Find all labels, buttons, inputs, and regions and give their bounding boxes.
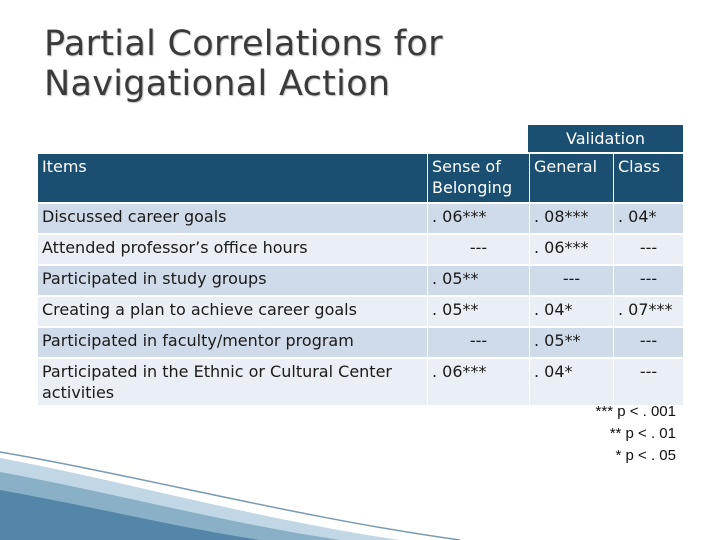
general-cell: . 04* <box>530 359 614 407</box>
table-row <box>38 204 684 235</box>
class-cell: --- <box>614 266 684 297</box>
general-cell: --- <box>530 266 614 297</box>
item-cell: Attended professor’s office hours <box>38 235 428 266</box>
slide-title <box>44 24 443 104</box>
correlation-table <box>38 154 684 407</box>
sense-cell: . 05** <box>428 266 530 297</box>
note-p01: ** p < . 01 <box>609 425 676 442</box>
table-row <box>38 235 684 266</box>
item-cell: Creating a plan to achieve career goals <box>38 297 428 328</box>
item-cell: Discussed career goals <box>38 204 428 235</box>
table-header-row <box>38 154 684 204</box>
header-sense-of-belonging: Sense of Belonging <box>428 154 530 204</box>
class-cell: --- <box>614 235 684 266</box>
table-row <box>38 266 684 297</box>
class-cell: --- <box>614 359 684 407</box>
item-cell: Participated in the Ethnic or Cultural Center activities <box>38 359 428 407</box>
general-cell: . 06*** <box>530 235 614 266</box>
slide-title-line-1: Partial Correlations for <box>44 24 443 64</box>
table-row <box>38 328 684 359</box>
header-items: Items <box>38 154 428 204</box>
sense-cell: --- <box>428 328 530 359</box>
sense-cell: . 06*** <box>428 359 530 407</box>
class-cell: --- <box>614 328 684 359</box>
validation-header: Validation <box>528 125 683 152</box>
sense-cell: . 06*** <box>428 204 530 235</box>
item-cell: Participated in faculty/mentor program <box>38 328 428 359</box>
sense-cell: --- <box>428 235 530 266</box>
decorative-swoosh <box>0 440 720 540</box>
general-cell: . 04* <box>530 297 614 328</box>
table-row <box>38 297 684 328</box>
slide-title-line-2: Navigational Action <box>44 64 391 104</box>
item-cell: Participated in study groups <box>38 266 428 297</box>
note-p05: * p < . 05 <box>615 447 676 464</box>
table-row <box>38 359 684 407</box>
class-cell: . 04* <box>614 204 684 235</box>
note-p001: *** p < . 001 <box>595 403 676 420</box>
header-class: Class <box>614 154 684 204</box>
header-general: General <box>530 154 614 204</box>
general-cell: . 08*** <box>530 204 614 235</box>
sense-cell: . 05** <box>428 297 530 328</box>
general-cell: . 05** <box>530 328 614 359</box>
class-cell: . 07*** <box>614 297 684 328</box>
